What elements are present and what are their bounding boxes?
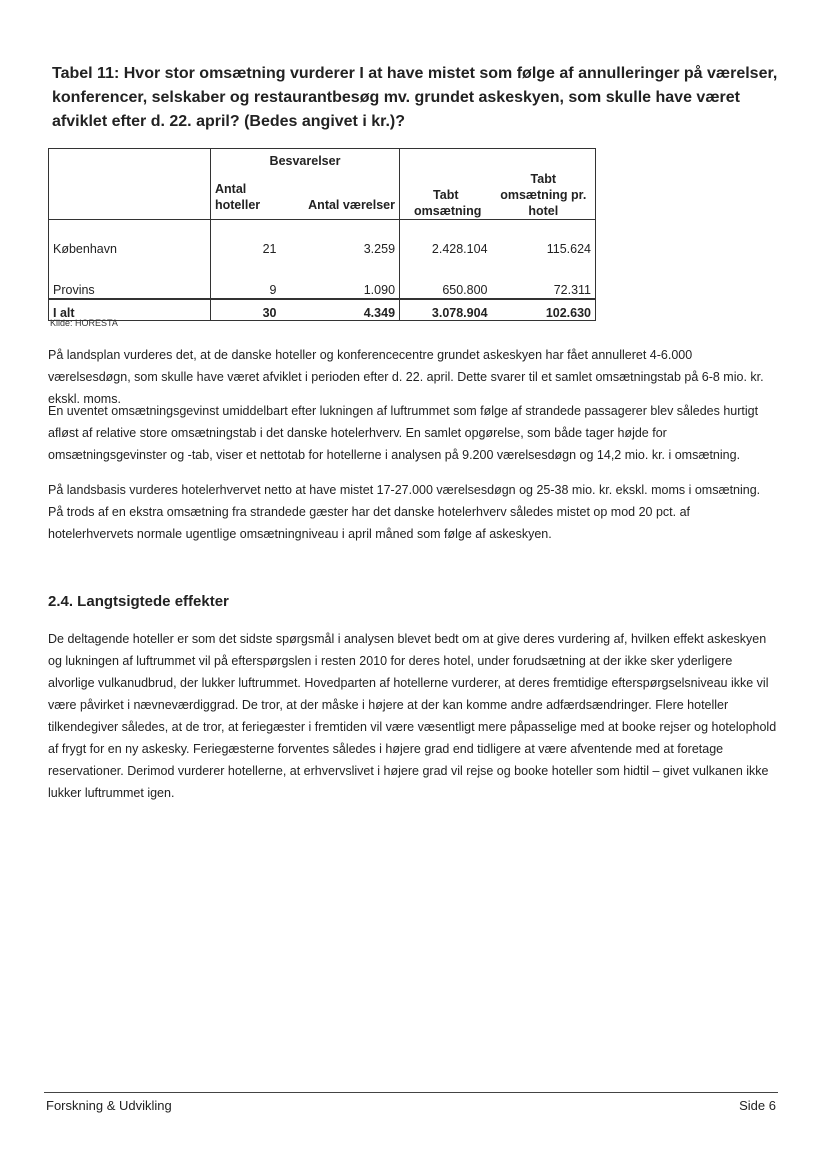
- paragraph: En uventet omsætningsgevinst umiddelbart efter lukningen af luftrummet som følge af strandede passagerer blev således hurtigt afløst af relative store omsætningstab i det danske hotelerhverv. En samlet opgørelse, som både tager højde for omsætningsgevinster og -tab, viser et nettotab for hotellerne i analysen på 9.200 værelsesdøgn og 14,2 mio. kr. i omsætning.: [48, 404, 759, 462]
- footer-divider: [44, 1092, 778, 1093]
- col-header-hotels: Antal hoteller: [215, 182, 261, 212]
- col-header-lost-per-hotel: Tabt omsætning pr. hotel: [492, 149, 596, 220]
- group-header: Besvarelser: [269, 154, 341, 168]
- header-blank-cell: [49, 149, 211, 220]
- cell-lost-per-hotel: 72.311: [492, 260, 596, 299]
- cell-hotels: 21: [262, 242, 277, 256]
- cell-lost-revenue: 650.800: [400, 260, 492, 299]
- row-label: Provins: [49, 260, 211, 299]
- total-label: I alt: [49, 299, 211, 321]
- cell-lost-per-hotel: 115.624: [492, 220, 596, 261]
- col-header-lost-revenue: Tabt omsætning: [400, 149, 492, 220]
- paragraph: På landsplan vurderes det, at de danske hoteller og konferencecentre grundet askeskyen har fået annulleret 4-6.000 værelsesdøgn, som skulle have været afviklet i perioden efter d. 22. april. Dette svarer til et samlet omsætningstab på 6-8 mio. kr. ekskl. moms.: [48, 348, 764, 406]
- table-row: [49, 220, 596, 261]
- header-besvarelser-group: [211, 149, 400, 220]
- table-source: Kilde: HORESTA: [50, 318, 118, 328]
- table-caption: Tabel 11: Hvor stor omsætning vurderer I at have mistet som følge af annulleringer på værelser, konferencer, selskaber og restaurantbesøg mv. grundet askeskyen, som skulle have været afviklet efter d. 22. april? (Bedes angivet i kr.)?: [52, 65, 778, 130]
- footer-organization: Forskning & Udvikling: [46, 1098, 172, 1113]
- page-number: Side 6: [739, 1098, 776, 1113]
- paragraph: På landsbasis vurderes hotelerhvervet netto at have mistet 17-27.000 værelsesdøgn og 25-38 mio. kr. ekskl. moms i omsætning. På trods af en ekstra omsætning fra strandede gæster har det danske hotelerhverv således mistet op mod 20 pct. af hotelerhvervets normale ugentlige omsætningniveau i april måned som følge af askeskyen.: [48, 483, 761, 541]
- table-row: [49, 260, 596, 299]
- table-header-row: [49, 149, 596, 220]
- cell-rooms: 1.090: [281, 260, 400, 299]
- col-header-rooms: Antal værelser: [308, 198, 396, 212]
- section-title: 2.4. Langtsigtede effekter: [48, 593, 229, 610]
- table-total-row: [49, 299, 596, 321]
- total-hotels: 30: [211, 299, 281, 321]
- total-rooms: 4.349: [281, 299, 400, 321]
- total-lost-revenue: 3.078.904: [400, 299, 492, 321]
- revenue-loss-table: [48, 148, 596, 321]
- section-body: De deltagende hoteller er som det sidste spørgsmål i analysen blevet bedt om at give deres vurdering af, hvilken effekt askeskyen og lukningen af luftrummet vil på efterspørgslen i resten 2010 for deres hotel, under forudsætning at der ikke sker yderligere alvorlige vulkanudbrud, der lukker luftrummet. Hovedparten af hotellerne vurderer, at deres fremtidige efterspørgselsniveau ikke vil være påvirket i nævneværdiggrad. De tror, at der måske i højere at der kan komme andre adfærdsændringer. Flere hoteller tilkendegiver således, at de tror, at feriegæster i fremtiden vil være væsentligt mere påpasselige med at booke rejser og hotelophold af frygt for en ny askesky. Feriegæsterne forventes således i højere grad end tidligere at være afventende med at foretage reservationer. Derimod vurderer hotellerne, at erhvervslivet i højere grad vil rejse og booke hoteller som hidtil – givet vulkanen ikke lukker luftrummet igen.: [48, 632, 777, 800]
- cell-rooms: 3.259: [281, 220, 400, 261]
- cell-lost-revenue: 2.428.104: [431, 242, 488, 256]
- row-label: København: [49, 220, 211, 261]
- total-lost-per-hotel: 102.630: [492, 299, 596, 321]
- cell-hotels: 9: [211, 260, 281, 299]
